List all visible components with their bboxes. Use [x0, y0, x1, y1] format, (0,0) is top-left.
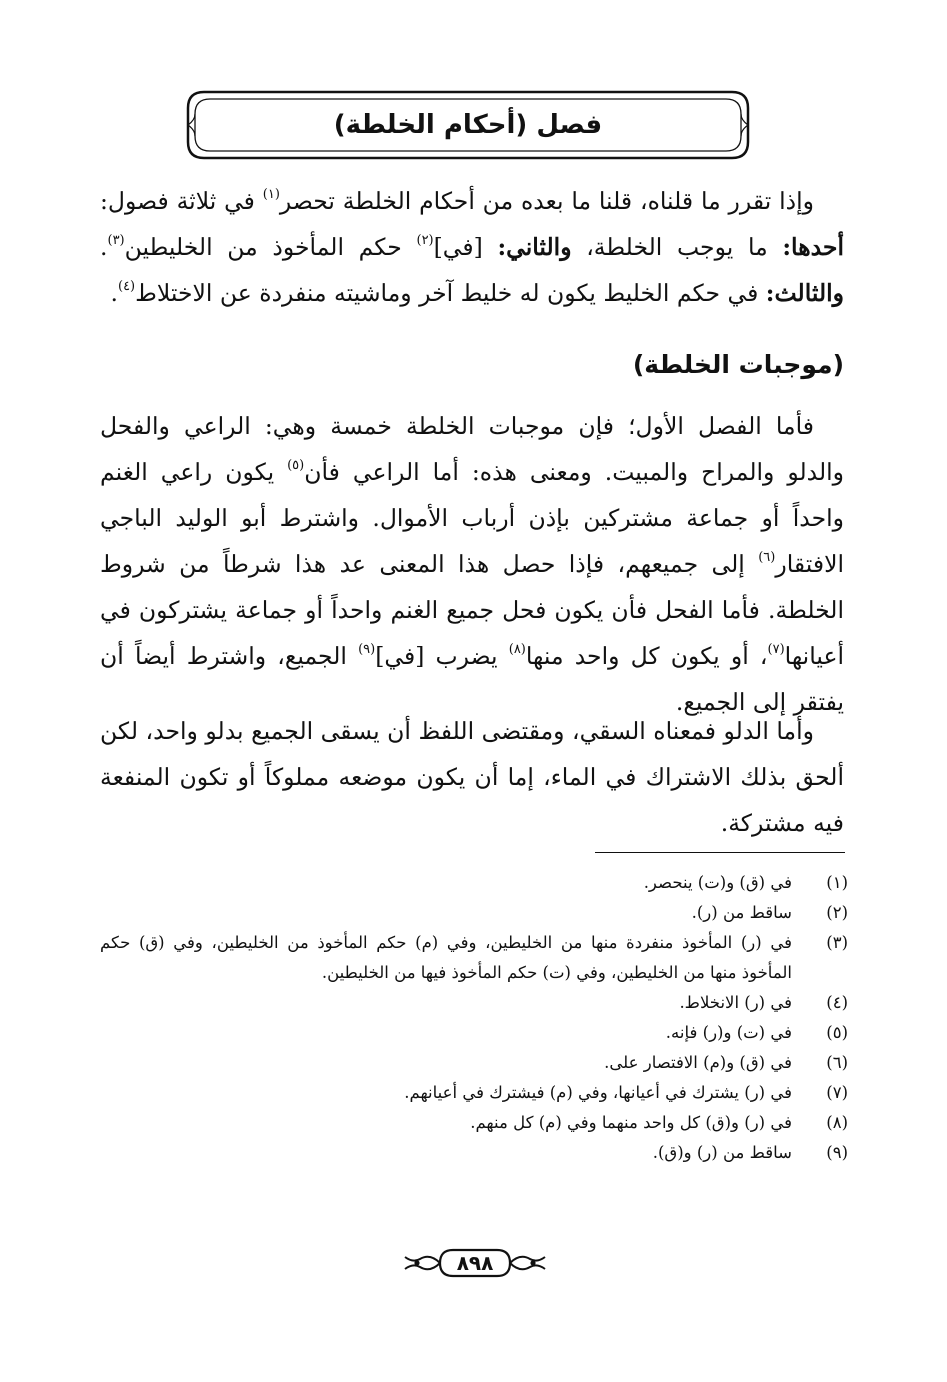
footnote-ref: (٤): [117, 279, 136, 294]
footnote-item: [100, 988, 848, 1018]
footnote-ref: (٢): [416, 233, 434, 248]
intro-text: [في]: [433, 233, 498, 261]
body-text: إلى جميعهم، فإذا حصل هذا المعنى عد هذا شرطاً من شروط الخلطة. فأما الفحل فأن يكون فحل جميع الغنم واحداً أو جماعة يشتركون في أعيانها: [100, 550, 844, 670]
footnote-item: [100, 1048, 848, 1078]
footnote-number: (١): [826, 873, 848, 892]
intro-text: .: [100, 233, 108, 261]
intro-text: وإذا تقرر ما قلناه، قلنا ما بعده من أحكام الخلطة تحصر: [279, 187, 814, 215]
footnote-item: [100, 1108, 848, 1138]
body-text: وأما الدلو فمعناه السقي، ومقتضى اللفظ أن يسقى الجميع بدلو واحد، لكن ألحق بذلك الاشتراك في الماء، إما أن يكون موضعه مملوكاً أو تكون المنفعة فيه مشتركة.: [100, 717, 844, 837]
intro-text: في ثلاثة فصول:: [100, 187, 263, 215]
footnote-item: [100, 1138, 848, 1168]
footnote-item: [100, 928, 848, 988]
body-text: فأما الفصل الأول؛ فإن موجبات الخلطة خمسة وهي: الراعي والفحل والدلو والمراح والمبيت. ومعنى هذه: أما الراعي فأن: [100, 412, 845, 486]
second-label: والثاني:: [497, 233, 572, 261]
footnote-text: في (ق) و(م) الافتصار على.: [604, 1053, 792, 1072]
paragraph-dalw: [100, 708, 844, 846]
footnote-number: (٢): [826, 903, 848, 922]
chapter-title: فصل (أحكام الخلطة): [333, 110, 603, 140]
footnote-text: في (ر) و(ق) كل واحد منهما وفي (م) كل منهم.: [470, 1113, 792, 1132]
footnote-ref: (٧): [767, 642, 785, 657]
footnote-item: [100, 1078, 848, 1108]
first-label: أحدها:: [782, 233, 844, 261]
page-number-ornament: [395, 1243, 555, 1283]
footnote-ref: (٣): [107, 233, 125, 248]
footnotes-list: [100, 868, 848, 1168]
intro-text: .: [110, 279, 118, 307]
body-text: يضرب [في]: [375, 642, 509, 670]
footnote-text: في (ر) يشترك في أعيانها، وفي (م) فيشترك في أعيانهم.: [404, 1083, 792, 1102]
footnote-number: (٨): [826, 1113, 848, 1132]
intro-text: ما يوجب الخلطة،: [571, 233, 783, 261]
footnote-text: ساقط من (ر) و(ق).: [652, 1143, 792, 1162]
footnote-text: في (ق) و(ت) ينحصر.: [643, 873, 792, 892]
footnote-text: في (ر) الانخلاط.: [679, 993, 792, 1012]
intro-paragraph: [100, 178, 844, 316]
footnote-number: (٥): [826, 1023, 848, 1042]
body-text: يكون راعي الغنم واحداً أو جماعة مشتركين بإذن أرباب الأموال. واشترط أبو الوليد الباجي الافتقار: [100, 458, 844, 578]
body-text: الجميع، واشترط أيضاً أن يفتقر إلى الجميع.: [100, 642, 844, 716]
footnote-ref: (٦): [758, 550, 776, 565]
footnote-text: في (ر) المأخوذ منفردة منها من الخليطين، وفي (م) حكم المأخوذ من الخليطين، وفي (ق) حكم المأخوذ منها من الخليطين، وفي (ت) حكم المأخوذ فيها من الخليطين.: [100, 933, 792, 982]
footnote-ref: (١): [262, 187, 280, 202]
paragraph-mujibat: [100, 403, 844, 725]
footnote-text: ساقط من (ر).: [691, 903, 792, 922]
footnote-item: [100, 898, 848, 928]
footnote-ref: (٩): [358, 642, 376, 657]
footnote-item: [100, 868, 848, 898]
footnote-ref: (٥): [287, 458, 305, 473]
section-heading: (موجبات الخلطة): [632, 350, 844, 379]
footnote-divider: [595, 852, 845, 853]
footnote-number: (٣): [826, 933, 848, 952]
footnote-item: [100, 1018, 848, 1048]
footnote-number: (٧): [826, 1083, 848, 1102]
page-number: ٨٩٨: [456, 1251, 494, 1275]
footnote-ref: (٨): [508, 642, 526, 657]
footnote-number: (٦): [826, 1053, 848, 1072]
footnote-text: في (ت) و(ر) فإنه.: [665, 1023, 792, 1042]
footnote-number: (٩): [826, 1143, 848, 1162]
intro-text: في حكم الخليط يكون له خليط آخر وماشيته منفردة عن الاختلاط: [135, 279, 766, 307]
third-label: والثالث:: [765, 279, 844, 307]
intro-text: حكم المأخوذ من الخليطين: [124, 233, 417, 261]
footnote-number: (٤): [826, 993, 848, 1012]
chapter-title-frame: [186, 90, 750, 160]
body-text: ، أو يكون كل واحد منها: [525, 642, 768, 670]
